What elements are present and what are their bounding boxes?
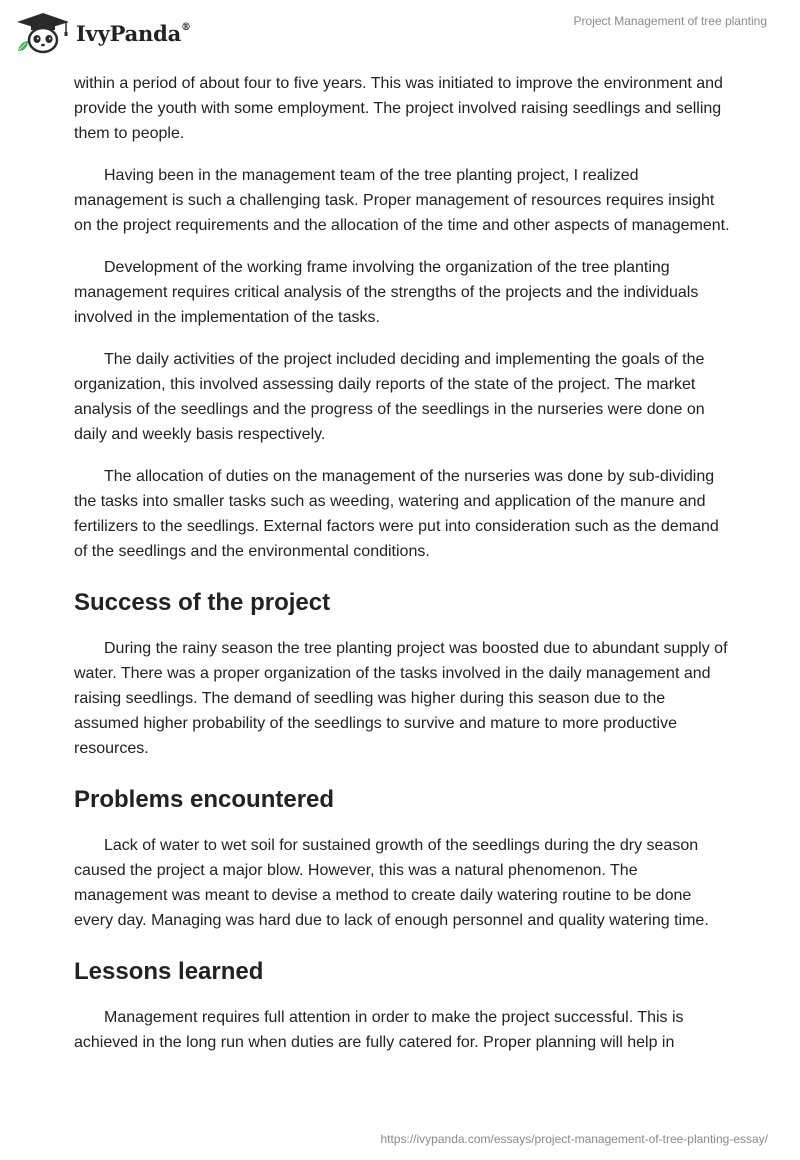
- logo[interactable]: [14, 8, 191, 58]
- document-title: Project Management of tree planting: [573, 14, 767, 28]
- section-heading: Lessons learned: [74, 958, 264, 985]
- paragraph: The daily activities of the project included deciding and implementing the goals of the organization, this involved assessing daily reports of the state of the project. The market analysis of the seedlings and the progress of the seedlings in the nurseries were done on daily and weekly basis respectively.: [74, 351, 705, 443]
- paragraph: The allocation of duties on the management of the nurseries was done by sub-dividing the tasks into smaller tasks such as weeding, watering and application of the manure and fertilizers to the seedlings. External factors were put into consideration such as the demand of the seedlings and the environmental conditions.: [74, 468, 719, 560]
- article-body: [74, 71, 730, 1072]
- paragraph: During the rainy season the tree planting project was boosted due to abundant supply of water. There was a proper organization of the tasks involved in the daily management and raising seedlings. The demand of seedling was higher during this season due to the assumed higher probability of the seedlings to survive and mature to more productive resources.: [74, 640, 728, 757]
- brand-name: IvyPanda®: [76, 20, 191, 46]
- panda-logo-icon: [14, 11, 72, 55]
- paragraph: Having been in the management team of the tree planting project, I realized management is such a challenging task. Proper management of resources requires insight on the project requirements and the allocation of the time and other aspects of management.: [74, 167, 730, 234]
- paragraph: Development of the working frame involving the organization of the tree planting management requires critical analysis of the strengths of the projects and the individuals involved in the implementation of the tasks.: [74, 259, 699, 326]
- paragraph: within a period of about four to five years. This was initiated to improve the environment and provide the youth with some employment. The project involved raising seedlings and selling them to people.: [74, 75, 723, 142]
- section-heading: Success of the project: [74, 589, 331, 616]
- section-heading: Problems encountered: [74, 786, 335, 813]
- paragraph: Management requires full attention in order to make the project successful. This is achieved in the long run when duties are fully catered for. Proper planning will help in: [74, 1009, 684, 1051]
- source-url[interactable]: https://ivypanda.com/essays/project-management-of-tree-planting-essay/: [380, 1132, 768, 1146]
- paragraph: Lack of water to wet soil for sustained growth of the seedlings during the dry season caused the project a major blow. However, this was a natural phenomenon. The management was meant to devise a method to create daily watering routine to be done every day. Managing was hard due to lack of enough personnel and quality watering time.: [74, 837, 709, 929]
